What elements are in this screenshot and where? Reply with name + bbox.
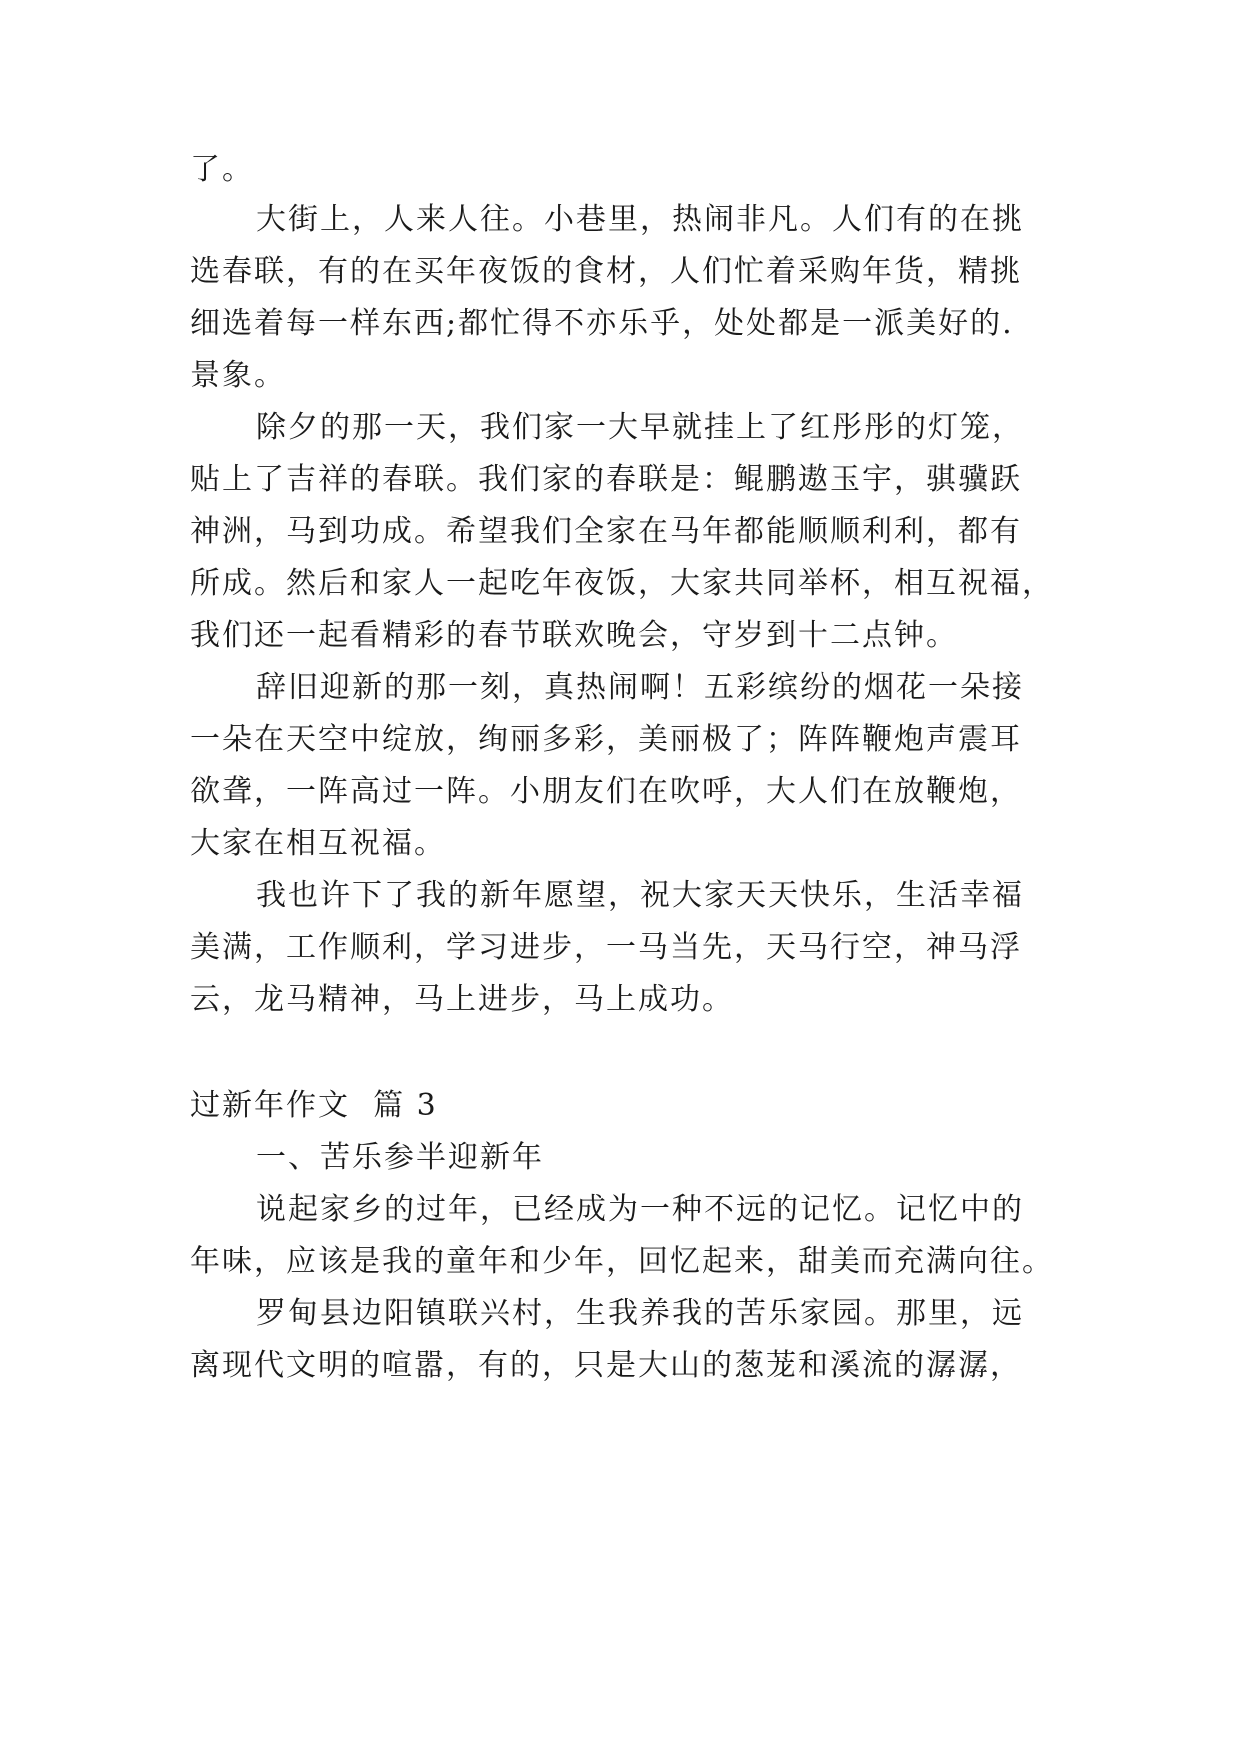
text-line: 景象。 xyxy=(190,358,286,393)
text-line: 所成。然后和家人一起吃年夜饭，大家共同举杯，相互祝福， xyxy=(190,566,1054,601)
text-line: 贴上了吉祥的春联。我们家的春联是：鲲鹏遨玉宇，骐骥跃 xyxy=(190,462,1022,497)
text-line: 细选着每一样东西;都忙得不亦乐乎，处处都是一派美好的. xyxy=(190,306,1014,341)
text-line: 了。 xyxy=(190,152,254,187)
text-line: 说起家乡的过年，已经成为一种不远的记忆。记忆中的 xyxy=(256,1192,1024,1227)
text-line: 选春联，有的在买年夜饭的食材，人们忙着采购年货，精挑 xyxy=(190,254,1022,289)
text-line: 云，龙马精神，马上进步，马上成功。 xyxy=(190,982,734,1017)
text-line: 罗甸县边阳镇联兴村，生我养我的苦乐家园。那里，远 xyxy=(256,1296,1024,1331)
text-line: 大街上，人来人往。小巷里，热闹非凡。人们有的在挑 xyxy=(256,202,1024,237)
text-line: 美满，工作顺利，学习进步，一马当先，天马行空，神马浮 xyxy=(190,930,1022,965)
text-line: 一朵在天空中绽放，绚丽多彩，美丽极了；阵阵鞭炮声震耳 xyxy=(190,722,1022,757)
subsection-heading: 一、苦乐参半迎新年 xyxy=(256,1140,544,1175)
text-line: 我们还一起看精彩的春节联欢晚会，守岁到十二点钟。 xyxy=(190,618,958,653)
text-line: 除夕的那一天，我们家一大早就挂上了红彤彤的灯笼， xyxy=(256,410,1024,445)
text-line: 大家在相互祝福。 xyxy=(190,826,446,861)
text-line: 年味，应该是我的童年和少年，回忆起来，甜美而充满向往。 xyxy=(190,1244,1054,1279)
text-line: 欲聋，一阵高过一阵。小朋友们在吹呼，大人们在放鞭炮， xyxy=(190,774,1022,809)
text-line: 辞旧迎新的那一刻，真热闹啊！五彩缤纷的烟花一朵接 xyxy=(256,670,1024,705)
text-line: 神洲，马到功成。希望我们全家在马年都能顺顺利利，都有 xyxy=(190,514,1022,549)
section-heading: 过新年作文 篇 3 xyxy=(190,1088,438,1123)
text-line: 离现代文明的喧嚣，有的，只是大山的葱茏和溪流的潺潺， xyxy=(190,1348,1022,1383)
text-line: 我也许下了我的新年愿望，祝大家天天快乐，生活幸福 xyxy=(256,878,1024,913)
